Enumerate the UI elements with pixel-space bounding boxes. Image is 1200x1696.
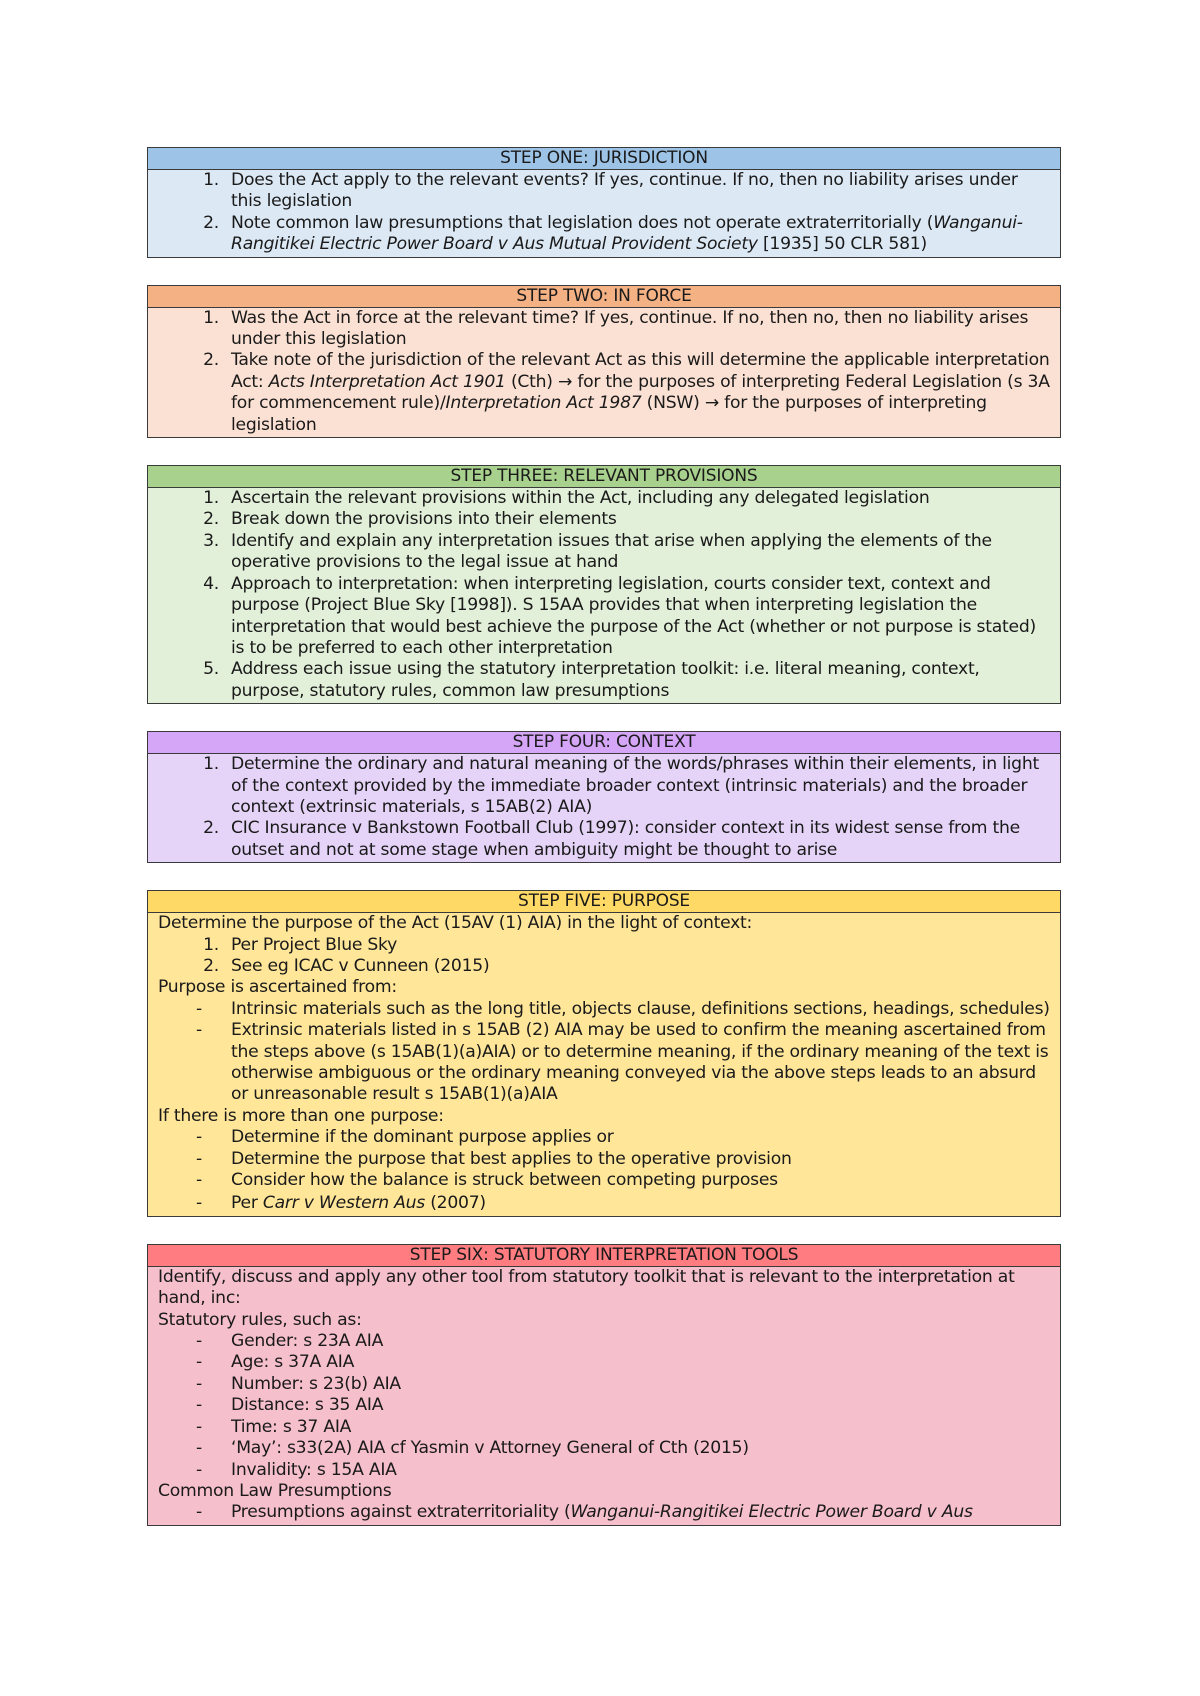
bullet-text: Invalidity: s 15A AIA <box>231 1459 397 1480</box>
step-six-header: STEP SIX: STATUTORY INTERPRETATION TOOLS <box>148 1245 1060 1267</box>
list-item <box>158 935 1050 956</box>
list-item-text <box>231 350 1050 436</box>
list-item-text: Approach to interpretation: when interpreting legislation, courts consider text, context and purpose (Project Blue Sky [1998]). S 15AA provides that when interpreting legislation the interpretation that would best achieve the purpose of the Act (whether or not purpose is stated) is to be preferred to each other interpretation <box>231 573 1036 658</box>
step-five-body <box>148 913 1060 1216</box>
step-four-header: STEP FOUR: CONTEXT <box>148 732 1060 754</box>
list-item-text: CIC Insurance v Bankstown Football Club (1997): consider context in its widest sense from the outset and not at some stage when ambiguity might be thought to arise <box>231 818 1020 860</box>
bullet-item <box>158 1502 1050 1523</box>
bullet-item <box>158 1460 1050 1481</box>
list-item <box>158 213 1050 256</box>
list-number: 1. <box>203 307 219 328</box>
dash-bullet: - <box>196 1193 202 1214</box>
document-page <box>147 147 1061 1553</box>
list-item-text: Does the Act apply to the relevant events? If yes, continue. If no, then no liability arises under this legislation <box>231 170 1018 212</box>
list-item-text: Was the Act in force at the relevant time? If yes, continue. If no, then no, then no liability arises under this legislation <box>231 307 1029 350</box>
paragraph: Identify, discuss and apply any other tool from statutory toolkit that is relevant to the interpretation at hand, inc: <box>158 1266 1015 1309</box>
list-number: 5. <box>203 659 219 680</box>
bullet-item <box>158 1417 1050 1438</box>
bullet-text: Age: s 37A AIA <box>231 1352 355 1373</box>
text-segment: [1935] 50 CLR 581) <box>757 234 927 255</box>
list-item <box>158 488 1050 509</box>
list-item <box>158 531 1050 574</box>
list-item-text: Address each issue using the statutory interpretation toolkit: i.e. literal meaning, context, purpose, statutory rules, common law presumptions <box>231 659 980 701</box>
list-item <box>158 170 1050 213</box>
bullet-text: Intrinsic materials such as the long title, objects clause, definitions sections, headings, schedules) <box>231 998 1050 1019</box>
step-two-header: STEP TWO: IN FORCE <box>148 286 1060 308</box>
list-item <box>158 956 1050 977</box>
list-item-text: Ascertain the relevant provisions within the Act, including any delegated legislation <box>231 488 930 509</box>
bullet-text: ‘May’: s33(2A) AIA cf Yasmin v Attorney General of Cth (2015) <box>231 1438 749 1459</box>
list-number: 2. <box>203 350 219 371</box>
bullet-item <box>158 999 1050 1020</box>
list-number: 2. <box>203 212 219 233</box>
paragraph: Determine the purpose of the Act (15AV (1) AIA) in the light of context: <box>158 913 753 934</box>
list-number: 1. <box>203 170 219 190</box>
text-segment: (2007) <box>425 1193 486 1214</box>
paragraph: Common Law Presumptions <box>158 1480 392 1501</box>
list-number: 2. <box>203 818 219 839</box>
list-item <box>158 308 1050 351</box>
text-segment: Presumptions against extraterritoriality ( <box>231 1502 571 1523</box>
act-title: Acts Interpretation Act 1901 <box>268 371 506 392</box>
dash-bullet: - <box>196 1331 202 1352</box>
dash-bullet: - <box>196 1373 202 1394</box>
paragraph: If there is more than one purpose: <box>158 1105 444 1126</box>
dash-bullet: - <box>196 1020 202 1041</box>
bullet-item <box>158 1352 1050 1373</box>
bullet-item <box>158 1395 1050 1416</box>
step-four-box <box>147 731 1061 863</box>
dash-bullet: - <box>196 1502 202 1523</box>
case-citation: Wanganui-Rangitikei Electric Power Board v Aus <box>570 1502 973 1523</box>
list-item-text: Per Project Blue Sky <box>231 934 398 955</box>
step-three-body <box>148 488 1060 703</box>
step-six-body <box>148 1267 1060 1525</box>
bullet-text: Number: s 23(b) AIA <box>231 1373 401 1394</box>
list-item-text <box>231 213 1050 256</box>
act-title: Interpretation Act 1987 <box>445 393 642 414</box>
bullet-text: Extrinsic materials listed in s 15AB (2) AIA may be used to confirm the meaning ascertained from the steps above (s 15AB(1)(a)AIA) or to determine meaning, if the ordinary meaning of the text is otherwise ambiguous or the ordinary meaning conveyed via the above steps leads to an absurd or unreasonable result s 15AB(1)(a)AIA <box>231 1020 1049 1105</box>
text-segment: (Cth) → for the purposes of interpreting Federal Legislation (s 3A for commencement rule)/ <box>231 371 1050 414</box>
text-segment: Per <box>231 1193 263 1214</box>
list-item-text: See eg ICAC v Cunneen (2015) <box>231 955 490 976</box>
dash-bullet: - <box>196 998 202 1019</box>
bullet-text: Distance: s 35 AIA <box>231 1395 384 1416</box>
list-number: 2. <box>203 955 219 976</box>
list-number: 1. <box>203 754 219 775</box>
bullet-text <box>231 1502 1050 1523</box>
paragraph: Purpose is ascertained from: <box>158 977 397 998</box>
bullet-item <box>158 1020 1050 1106</box>
text-segment: (NSW) → for the purposes of interpreting legislation <box>231 393 987 435</box>
list-item <box>158 350 1050 436</box>
step-one-body <box>148 170 1060 257</box>
dash-bullet: - <box>196 1438 202 1459</box>
bullet-text: Time: s 37 AIA <box>231 1416 352 1437</box>
bullet-text: Determine the purpose that best applies to the operative provision <box>231 1148 792 1169</box>
dash-bullet: - <box>196 1352 202 1373</box>
dash-bullet: - <box>196 1148 202 1169</box>
case-citation: Carr v Western Aus <box>262 1193 425 1214</box>
bullet-item <box>158 1374 1050 1395</box>
dash-bullet: - <box>196 1416 202 1437</box>
step-one-header: STEP ONE: JURISDICTION <box>148 148 1060 170</box>
list-number: 2. <box>203 509 219 530</box>
step-five-header: STEP FIVE: PURPOSE <box>148 891 1060 913</box>
case-citation: Wanganui-Rangitikei Electric Power Board v Aus Mutual Provident Society <box>231 212 1023 255</box>
bullet-item <box>158 1331 1050 1352</box>
list-item <box>158 754 1050 818</box>
list-item-text: Identify and explain any interpretation issues that arise when applying the elements of the operative provisions to the legal issue at hand <box>231 530 992 573</box>
bullet-item <box>158 1193 1050 1214</box>
list-item <box>158 818 1050 861</box>
step-three-header: STEP THREE: RELEVANT PROVISIONS <box>148 466 1060 488</box>
text-segment: Note common law presumptions that legislation does not operate extraterritorially ( <box>231 212 934 233</box>
bullet-item <box>158 1127 1050 1148</box>
step-five-box <box>147 890 1061 1217</box>
dash-bullet: - <box>196 1170 202 1191</box>
paragraph: Statutory rules, such as: <box>158 1309 362 1330</box>
step-three-box <box>147 465 1061 704</box>
step-six-box <box>147 1244 1061 1526</box>
list-item <box>158 574 1050 660</box>
bullet-text: Determine if the dominant purpose applies or <box>231 1127 614 1148</box>
list-item-text: Break down the provisions into their elements <box>231 509 617 530</box>
bullet-item <box>158 1438 1050 1459</box>
dash-bullet: - <box>196 1459 202 1480</box>
bullet-item <box>158 1149 1050 1170</box>
list-item <box>158 659 1050 702</box>
list-item <box>158 509 1050 530</box>
step-four-body <box>148 754 1060 862</box>
list-number: 4. <box>203 573 219 594</box>
bullet-text <box>231 1193 1050 1214</box>
list-number: 3. <box>203 530 219 551</box>
list-number: 1. <box>203 488 219 509</box>
list-number: 1. <box>203 934 219 955</box>
bullet-item <box>158 1170 1050 1191</box>
bullet-text: Gender: s 23A AIA <box>231 1331 384 1352</box>
step-two-box <box>147 285 1061 438</box>
dash-bullet: - <box>196 1127 202 1148</box>
step-two-body <box>148 308 1060 437</box>
list-item-text: Determine the ordinary and natural meaning of the words/phrases within their elements, in light of the context provided by the immediate broader context (intrinsic materials) and the broader context (extrinsic materials, s 15AB(2) AIA) <box>231 754 1039 817</box>
bullet-text: Consider how the balance is struck between competing purposes <box>231 1170 778 1191</box>
text-segment: Take note of the jurisdiction of the relevant Act as this will determine the applicable interpretation Act: <box>231 350 1050 392</box>
step-one-box <box>147 147 1061 258</box>
dash-bullet: - <box>196 1395 202 1416</box>
